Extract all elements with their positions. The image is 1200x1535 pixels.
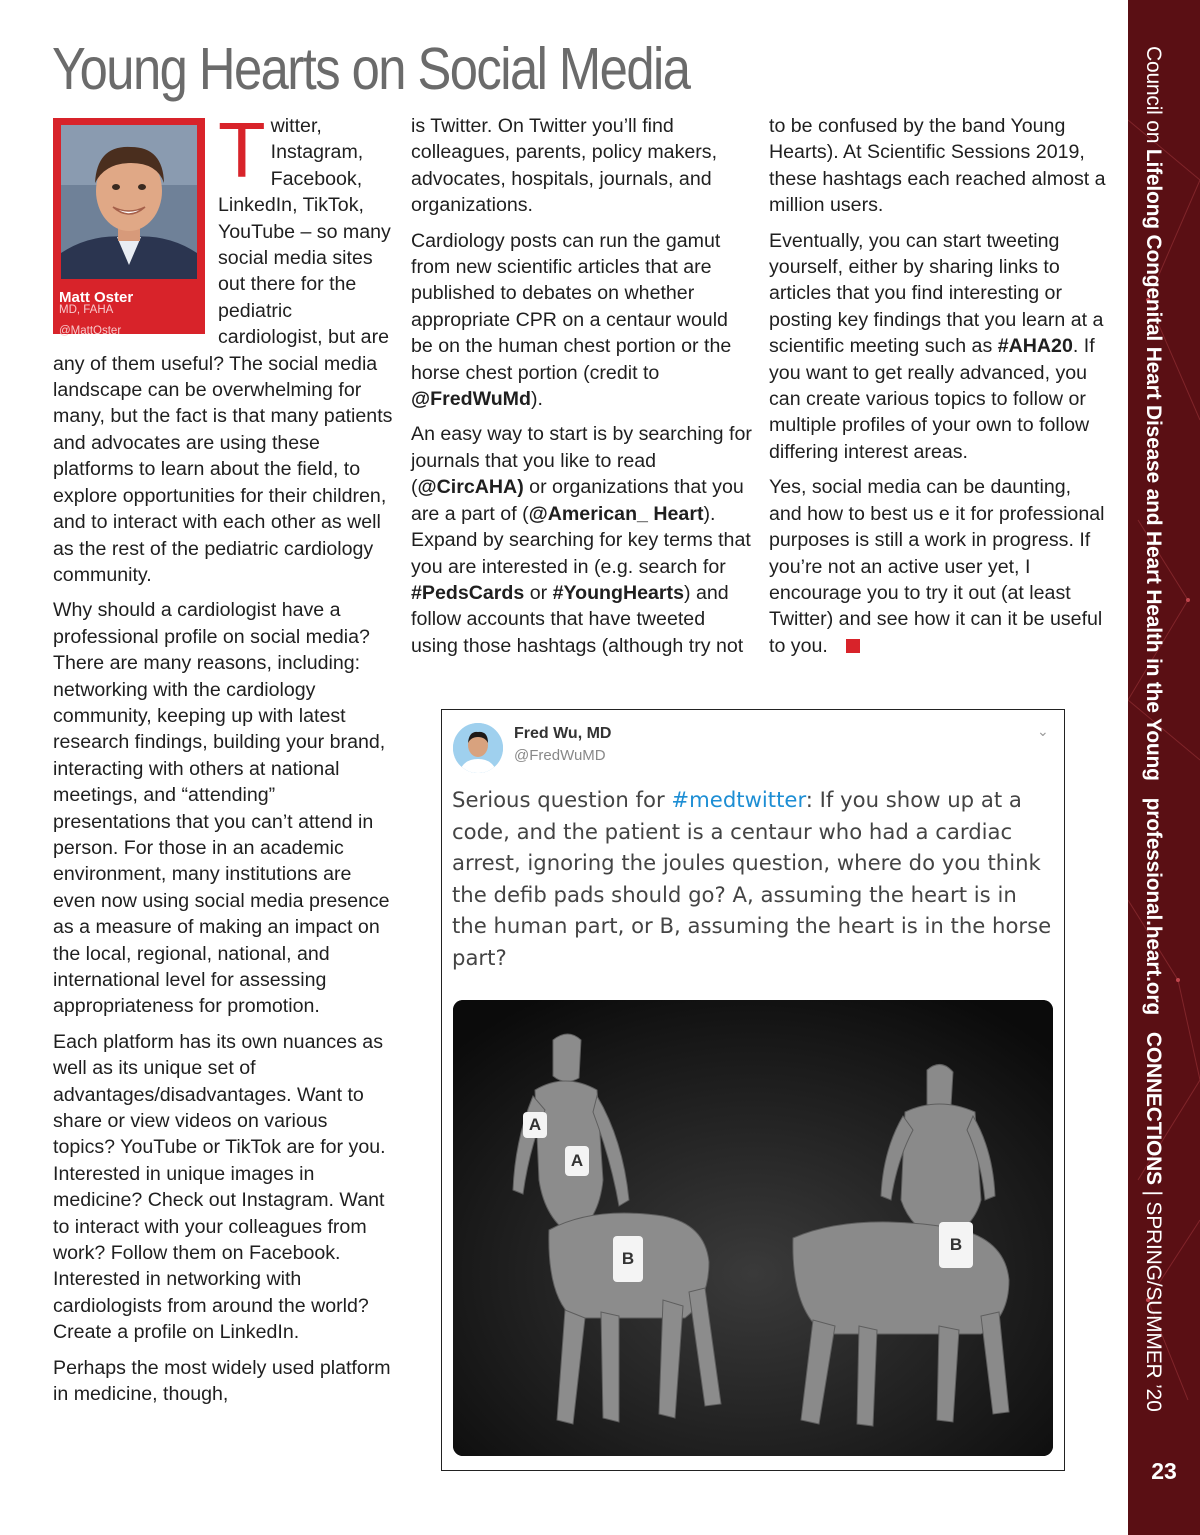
publication-name: CONNECTIONS xyxy=(1142,1031,1165,1185)
tweet-author-handle: @FredWuMD xyxy=(514,747,606,764)
column-3 xyxy=(769,113,1107,668)
drop-cap: T xyxy=(218,106,266,194)
defib-label-a-lower: A xyxy=(565,1146,589,1176)
paragraph: Eventually, you can start tweeting yourself, either by sharing links to articles that you find interesting or posting key findings that you learn at a scientific meeting such as #AHA20. If you want to get really advanced, you can create various topics to follow or multiple profiles of your own to follow differing interest areas. xyxy=(769,229,1104,463)
paragraph: Perhaps the most widely used platform in medicine, though, xyxy=(53,1356,391,1406)
defib-label-b-left: B xyxy=(613,1236,643,1282)
author-card xyxy=(53,118,205,337)
paragraph: Each platform has its own nuances as well as its unique set of advantages/disadvantages. Want to share or view videos on various topics? YouTube or TikTok are for you. Interested in unique images in medicine? Check out Instagram. Want to interact with your colleagues from work? Follow them on Facebook. Interested in networking with cardiologists from around the world? Create a profile on LinkedIn. xyxy=(53,1030,386,1344)
twitter-handle: @FredWuMd xyxy=(411,388,531,411)
paragraph: Cardiology posts can run the gamut from new scientific articles that are published to debates on whether appropriate CPR on a centaur would be on the human chest portion or the horse chest portion (credit to @FredWuMd). xyxy=(411,229,732,411)
centaur-image xyxy=(453,1000,1053,1456)
author-name: Matt Oster xyxy=(59,289,134,306)
column-2 xyxy=(411,113,753,668)
defib-label-b-right: B xyxy=(939,1222,973,1268)
paragraph: is Twitter. On Twitter you’ll find colleagues, parents, policy makers, advocates, hospitals, journals, and organizations. xyxy=(411,115,718,217)
tweet-author-name: Fred Wu, MD xyxy=(514,725,612,742)
page-number: 23 xyxy=(1151,1458,1177,1484)
hashtag: #PedsCards xyxy=(411,581,525,604)
article-title: Young Hearts on Social Media xyxy=(52,36,690,102)
paragraph: Twitter, Instagram, Facebook, LinkedIn, TikTok, YouTube – so many social media sites out there for the pediatric cardiologist, but are any of them useful? The social media landscape can be overwhelming for many, but the fact is that many patients and advocates are using these platforms to learn about the field, to explore opportunities for their children, and to interact with each other as well as the rest of the pediatric cardiology community. xyxy=(53,106,393,586)
twitter-handle: @CircAHA) xyxy=(417,476,524,499)
paragraph: Why should a cardiologist have a professional profile on social media? There are many reasons, including: networking with the cardiology community, keeping up with latest research findings, building your brand, interacting with others at national meetings, and “attending” presentations that you can’t attend in person. For those in an academic environment, many institutions are even now using social media presence as a measure of making an impact on the local, regional, national, and international level for assessing appropriateness for promotion. xyxy=(53,599,390,1018)
twitter-handle: @American_ Heart xyxy=(528,502,704,525)
column-1 xyxy=(53,106,393,1417)
author-credentials: MD, FAHA xyxy=(59,304,114,316)
hashtag: #AHA20 xyxy=(997,335,1073,358)
tweet-figure xyxy=(441,709,1065,1471)
website-url: professional.heart.org xyxy=(1142,797,1165,1015)
hashtag-link[interactable]: #medtwitter xyxy=(671,787,806,812)
issue-date: SPRING/SUMMER ’20 xyxy=(1142,1201,1165,1412)
sidebar-running-header: Council on Lifelong Congenital Heart Disease and Heart Health in the Young professional.heart.org CONNECTIONS | SPRING/SUMMER ’20 xyxy=(1142,46,1165,1412)
defib-label-a-upper: A xyxy=(523,1112,547,1138)
paragraph: to be confused by the band Young Hearts). At Scientific Sessions 2019, these hashtags each reached almost a million users. xyxy=(769,115,1106,217)
council-name: Lifelong Congenital Heart Disease and Heart Health in the Young xyxy=(1142,148,1165,781)
tweet-text: Serious question for #medtwitter: If you show up at a code, and the patient is a centaur who had a cardiac arrest, ignoring the joules question, where do you think the defib pads should go? A, assuming the heart is in the human part, or B, assuming the heart is in the horse part? xyxy=(452,787,1052,970)
author-handle: @MattOster xyxy=(59,325,122,337)
chevron-down-icon[interactable]: ⌄ xyxy=(1037,723,1049,739)
hashtag: #YoungHearts xyxy=(552,581,684,604)
tweet-avatar xyxy=(453,723,503,773)
paragraph: Yes, social media can be daunting, and how to best us e it for professional purposes is still a work in progress. If you’re not an active user yet, I encourage you to try it out (at least Twitter) and see how it can it be useful to you. xyxy=(769,476,1105,657)
author-photo xyxy=(61,125,197,279)
paragraph: An easy way to start is by searching for journals that you like to read (@CircAHA) or organizations that you are a part of (@American_ Heart). Expand by searching for key terms that you are interested in (e.g. search for #PedsCards or #YoungHearts) and follow accounts that have tweeted using those hashtags (although try not xyxy=(411,423,752,657)
end-of-article-mark xyxy=(846,639,860,653)
